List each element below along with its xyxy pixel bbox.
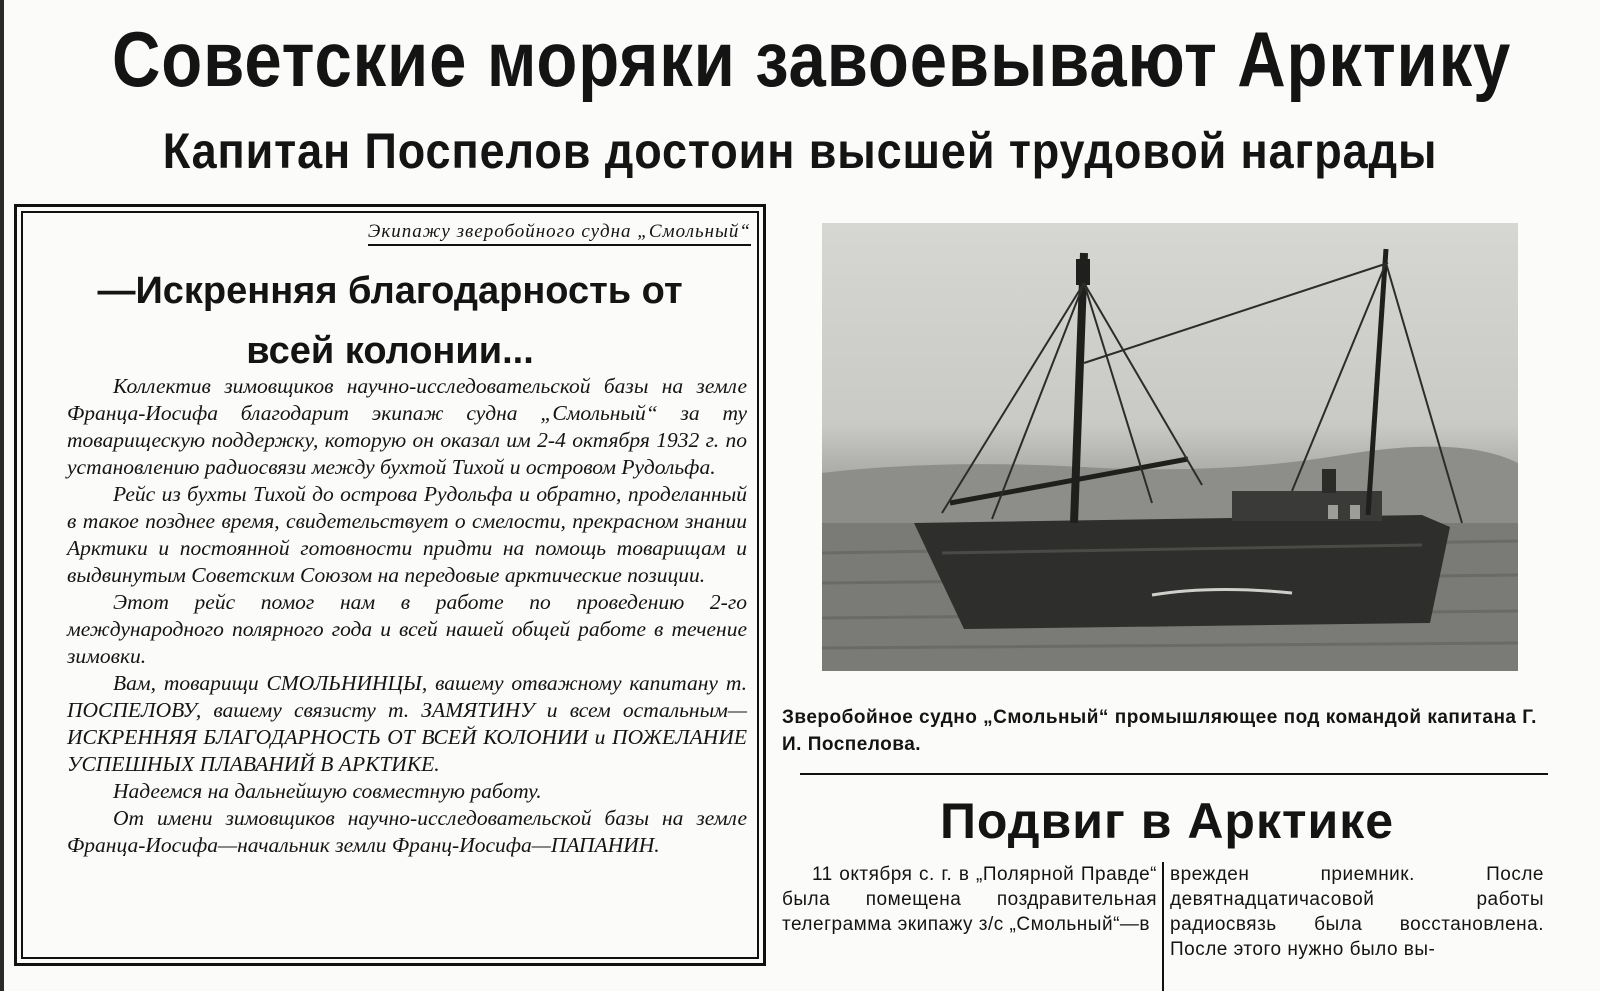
article-paragraph: Этот рейс помог нам в работе по проведению 2-го международного полярного года и всей нашей общей работе в течение зимовки. [67,590,747,668]
page-subheadline: Капитан Поспелов достоин высшей трудовой награды [162,123,1438,179]
article-title-line2: всей колонии... [246,330,534,372]
article-paragraph: Коллектив зимовщиков научно-исследовательской базы на земле Франца-Иосифа благодарит экипаж судна „Смольный“ за ту товарищескую поддержку, которую он оказал им 2-4 октября 1932 г. по установлению радиосвязи между бухтой Тихой и островом Рудольфа. [67,374,747,479]
article-paragraph: Вам, товарищи СМОЛЬНИНЦЫ, вашему отважному капитану т. ПОСПЕЛОВУ, вашему связисту т. ЗАМЯТИНУ и всем остальным—ИСКРЕННЯЯ БЛАГОДАРНОСТЬ ОТ ВСЕЙ КОЛОНИИ и ПОЖЕЛАНИЕ УСПЕШНЫХ ПЛАВАНИЙ В АРКТИКЕ. [67,671,747,776]
article-paragraph: Надеемся на дальнейшую совместную работу. [113,779,542,803]
column-divider [1162,862,1164,991]
article-paragraph: Рейс из бухты Тихой до острова Рудольфа и обратно, проделанный в такое позднее время, свидетельствует о смелости, прекрасном знании Арктики и постоянной готовности придти на помощь товарищам и выдвинутым Советским Союзом на передовые арктические позиции. [67,482,747,587]
second-article-column-left: 11 октября с. г. в „Полярной Правде“ была помещена поздравительная телеграмма экипажу з/с „Смольный“—в [782,864,1157,935]
ship-illustration [822,223,1518,671]
page-headline: Советские моряки завоевывают Арктику [112,15,1512,103]
boxed-article-inner [21,211,759,959]
article-body [67,373,747,859]
second-article-title: Подвиг в Арктике [939,793,1395,849]
boxed-article [14,204,766,966]
article-kicker: Экипажу зверобойного судна „Смольный“ [368,221,751,246]
article-title [23,261,757,381]
page-edge [0,0,4,991]
section-divider [800,773,1548,775]
ship-photo-icon [822,223,1518,671]
article-title-line1: —Искренняя благодарность от [97,270,683,312]
photo-caption: Зверобойное судно „Смольный“ промышляющее под командой капитана Г. И. Поспелова. [782,707,1537,755]
second-article-column-right: врежден приемник. После девятнадцатичасовой работы радиосвязь была восстановлена. После этого нужно было вы- [1170,864,1544,960]
article-paragraph: От имени зимовщиков научно-исследовательской базы на земле Франца-Иосифа—начальник земли Франц-Иосифа—ПАПАНИН. [67,806,747,857]
